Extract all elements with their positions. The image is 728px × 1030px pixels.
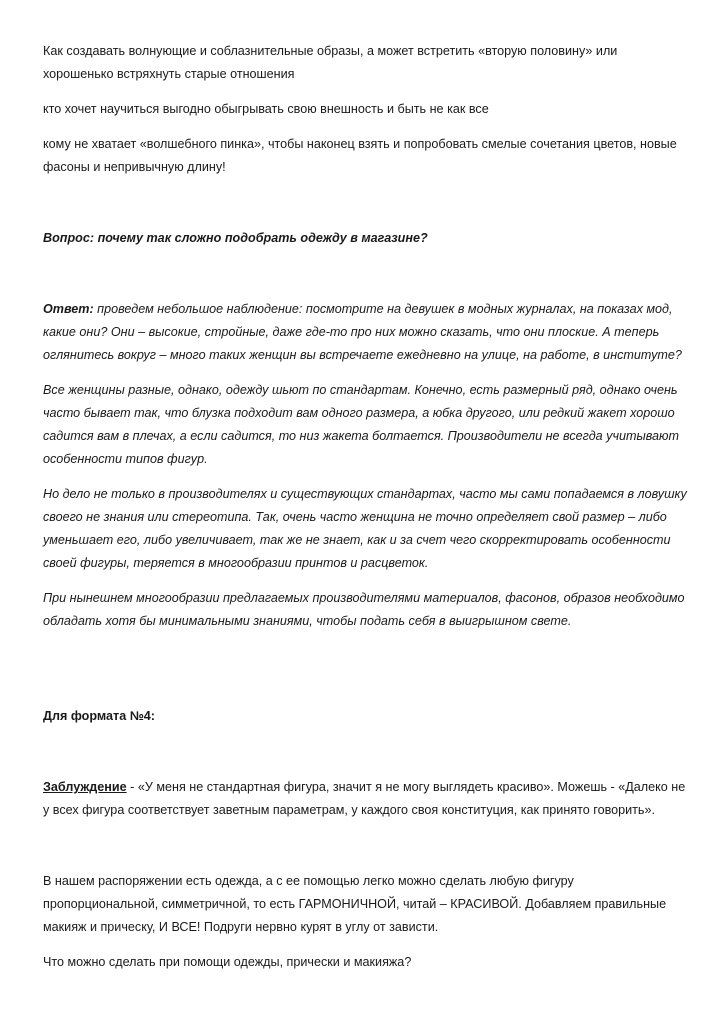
format-heading: Для формата №4: xyxy=(43,709,155,723)
answer-paragraph-1 xyxy=(43,298,691,367)
answer-paragraph-4: При нынешнем многообразии предлагаемых производителями материалов, фасонов, образов необходимо обладать хотя бы минимальными знаниями, чтобы подать себя в выигрышном свете. xyxy=(43,591,685,628)
answer-paragraph-2: Все женщины разные, однако, одежду шьют по стандартам. Конечно, есть размерный ряд, однако очень часто бывает так, что блузка подходит вам одного размера, а юбка другого, или редкий жакет хорошо садится вам в плечах, а если садится, то низ жакета болтается. Производители не всегда учитывают особенности типов фигур. xyxy=(43,383,680,466)
misconception-text: - «У меня не стандартная фигура, значит я не могу выглядеть красиво». Можешь - «Далеко не у всех фигура соответствует заветным параметрам, у каждого своя конституция, как принято говорить». xyxy=(43,780,686,817)
answer-text-1: проведем небольшое наблюдение: посмотрите на девушек в модных журналах, на показах мод, какие они? Они – высокие, стройные, даже где-то про них можно сказать, что они плоские. А теперь оглянитесь вокруг – много таких женщин вы встречаете ежедневно на улице, на работе, в институте? xyxy=(43,302,682,362)
document-page xyxy=(43,40,691,974)
intro-paragraph-2: кто хочет научиться выгодно обыгрывать свою внешность и быть не как все xyxy=(43,102,489,116)
answer-paragraph-3: Но дело не только в производителях и существующих стандартах, часто мы сами попадаемся в ловушку своего не знания или стереотипа. Так, очень часто женщина не точно определяет свой размер – либо уменьшает его, либо увеличивает, так же не знает, как и за счет чего скорректировать особенности своей фигуры, теряется в многообразии принтов и расцветок. xyxy=(43,487,687,570)
intro-paragraph-3: кому не хватает «волшебного пинка», чтобы наконец взять и попробовать смелые сочетания цветов, новые фасоны и непривычную длину! xyxy=(43,137,677,174)
misconception-label: Заблуждение xyxy=(43,780,127,794)
answer-label: Ответ: xyxy=(43,302,94,316)
misconception-paragraph xyxy=(43,776,691,822)
question-heading: Вопрос: почему так сложно подобрать одежду в магазине? xyxy=(43,231,428,245)
intro-paragraph-1: Как создавать волнующие и соблазнительные образы, а может встретить «вторую половину» или хорошенько встряхнуть старые отношения xyxy=(43,44,618,81)
closing-paragraph-2: Что можно сделать при помощи одежды, прически и макияжа? xyxy=(43,955,412,969)
closing-paragraph-1: В нашем распоряжении есть одежда, а с ее помощью легко можно сделать любую фигуру пропорциональной, симметричной, то есть ГАРМОНИЧНОЙ, читай – КРАСИВОЙ. Добавляем правильные макияж и прическу, И ВСЕ! Подруги нервно курят в углу от зависти. xyxy=(43,874,667,934)
